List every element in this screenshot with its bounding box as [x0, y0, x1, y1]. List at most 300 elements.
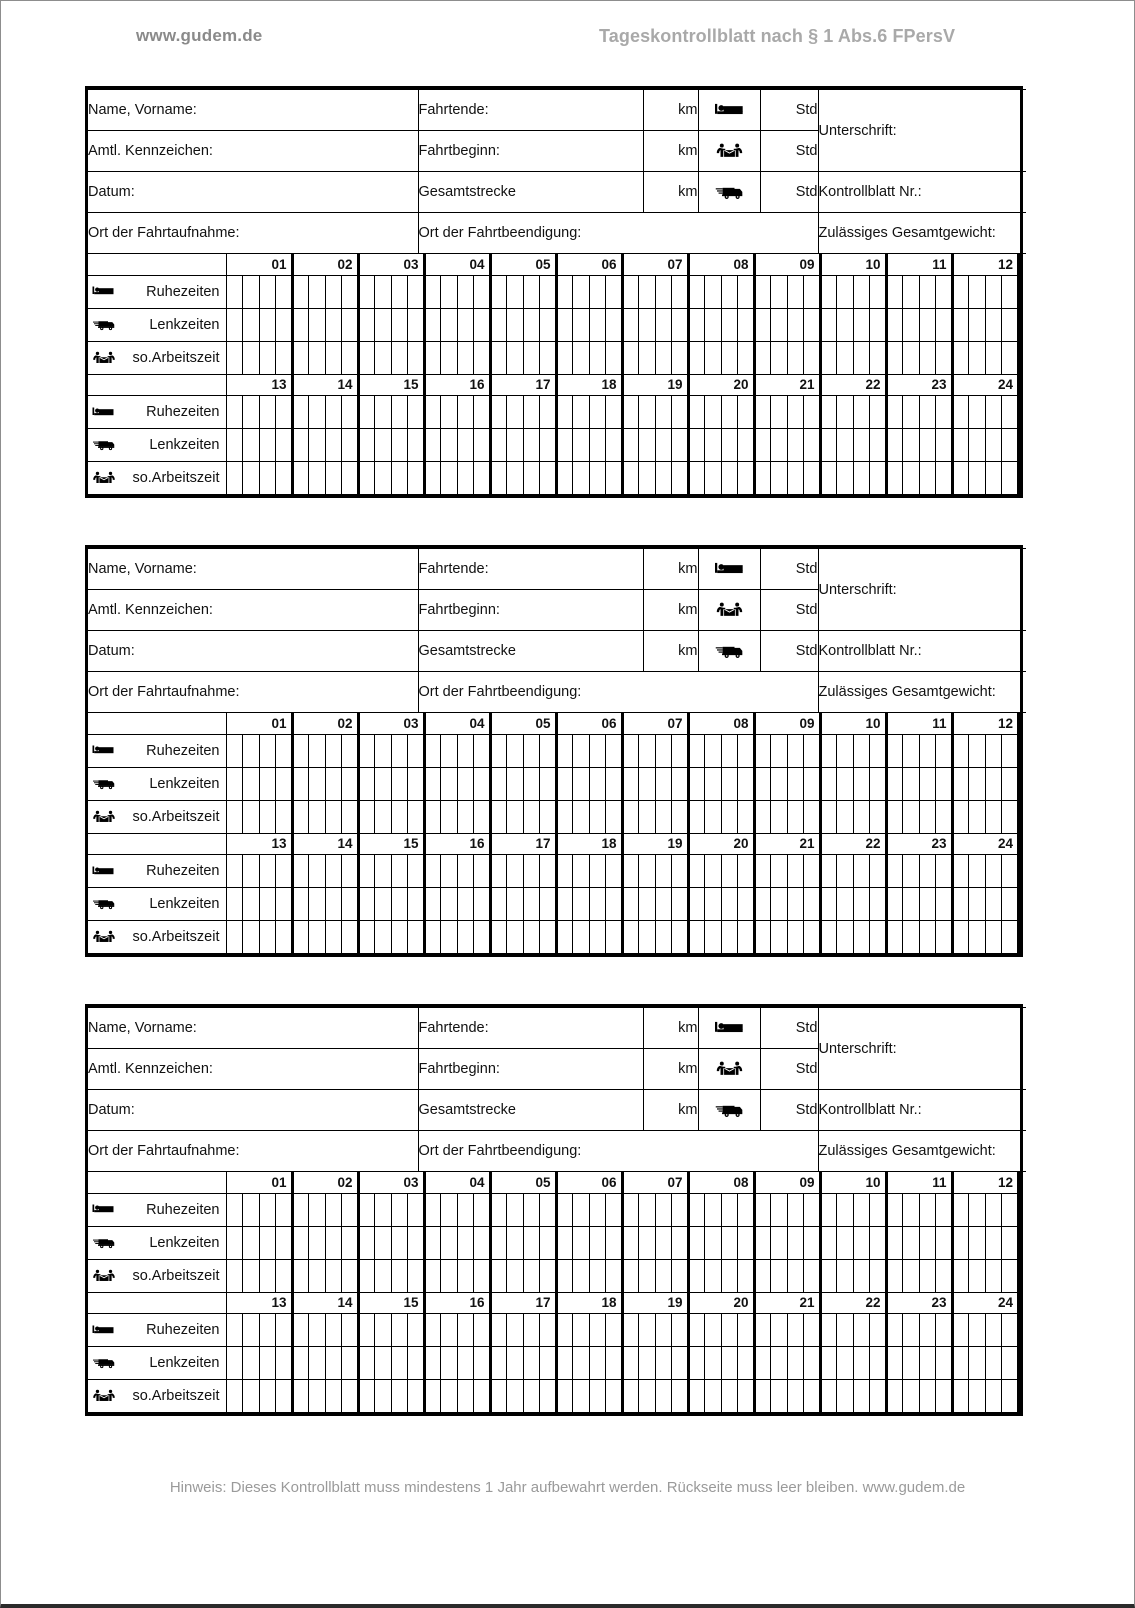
- time-cell[interactable]: [969, 462, 986, 495]
- field-signature[interactable]: [818, 90, 1026, 172]
- time-cell[interactable]: [837, 1347, 854, 1380]
- time-cell[interactable]: [903, 921, 920, 954]
- time-cell[interactable]: [820, 1347, 837, 1380]
- time-cell[interactable]: [540, 1314, 557, 1347]
- time-cell[interactable]: [606, 1226, 623, 1259]
- time-cell[interactable]: [342, 1193, 359, 1226]
- time-cell[interactable]: [292, 1226, 309, 1259]
- time-cell[interactable]: [259, 462, 276, 495]
- time-cell[interactable]: [474, 855, 491, 888]
- time-cell[interactable]: [259, 800, 276, 833]
- time-cell[interactable]: [358, 429, 375, 462]
- time-cell[interactable]: [375, 341, 392, 374]
- time-cell[interactable]: [705, 1193, 722, 1226]
- time-cell[interactable]: [589, 275, 606, 308]
- time-cell[interactable]: [474, 734, 491, 767]
- time-cell[interactable]: [226, 462, 243, 495]
- time-cell[interactable]: [985, 734, 1002, 767]
- time-cell[interactable]: [1002, 341, 1019, 374]
- time-cell[interactable]: [936, 1314, 953, 1347]
- time-cell[interactable]: [292, 855, 309, 888]
- time-cell[interactable]: [589, 1314, 606, 1347]
- time-cell[interactable]: [243, 341, 260, 374]
- time-cell[interactable]: [721, 1380, 738, 1413]
- time-cell[interactable]: [721, 396, 738, 429]
- time-cell[interactable]: [540, 396, 557, 429]
- time-cell[interactable]: [622, 308, 639, 341]
- time-cell[interactable]: [705, 462, 722, 495]
- time-cell[interactable]: [424, 1380, 441, 1413]
- time-cell[interactable]: [655, 1226, 672, 1259]
- time-cell[interactable]: [969, 855, 986, 888]
- time-cell[interactable]: [243, 1226, 260, 1259]
- time-cell[interactable]: [441, 1193, 458, 1226]
- time-cell[interactable]: [325, 1226, 342, 1259]
- time-cell[interactable]: [903, 734, 920, 767]
- time-cell[interactable]: [325, 1347, 342, 1380]
- time-cell[interactable]: [474, 462, 491, 495]
- time-cell[interactable]: [738, 396, 755, 429]
- time-cell[interactable]: [721, 341, 738, 374]
- time-cell[interactable]: [589, 396, 606, 429]
- time-cell[interactable]: [672, 1226, 689, 1259]
- time-cell[interactable]: [919, 734, 936, 767]
- time-cell[interactable]: [705, 1347, 722, 1380]
- time-cell[interactable]: [441, 921, 458, 954]
- time-cell[interactable]: [424, 308, 441, 341]
- time-cell[interactable]: [622, 888, 639, 921]
- time-cell[interactable]: [540, 734, 557, 767]
- time-cell[interactable]: [490, 1380, 507, 1413]
- time-cell[interactable]: [837, 429, 854, 462]
- time-cell[interactable]: [276, 275, 293, 308]
- time-cell[interactable]: [870, 767, 887, 800]
- time-cell[interactable]: [1002, 1380, 1019, 1413]
- time-cell[interactable]: [870, 888, 887, 921]
- time-cell[interactable]: [589, 429, 606, 462]
- time-cell[interactable]: [903, 855, 920, 888]
- time-cell[interactable]: [325, 1193, 342, 1226]
- time-cell[interactable]: [606, 921, 623, 954]
- time-cell[interactable]: [523, 767, 540, 800]
- time-cell[interactable]: [754, 1347, 771, 1380]
- time-cell[interactable]: [573, 429, 590, 462]
- time-cell[interactable]: [540, 921, 557, 954]
- time-cell[interactable]: [540, 855, 557, 888]
- time-cell[interactable]: [622, 734, 639, 767]
- time-cell[interactable]: [226, 429, 243, 462]
- time-cell[interactable]: [705, 1259, 722, 1292]
- time-cell[interactable]: [622, 396, 639, 429]
- time-cell[interactable]: [936, 308, 953, 341]
- time-cell[interactable]: [936, 921, 953, 954]
- time-cell[interactable]: [507, 429, 524, 462]
- time-cell[interactable]: [820, 308, 837, 341]
- time-cell[interactable]: [903, 1380, 920, 1413]
- time-cell[interactable]: [358, 1259, 375, 1292]
- time-cell[interactable]: [771, 921, 788, 954]
- time-cell[interactable]: [705, 341, 722, 374]
- time-cell[interactable]: [688, 1226, 705, 1259]
- time-cell[interactable]: [754, 888, 771, 921]
- time-cell[interactable]: [721, 308, 738, 341]
- time-cell[interactable]: [507, 855, 524, 888]
- time-cell[interactable]: [259, 396, 276, 429]
- time-cell[interactable]: [292, 1314, 309, 1347]
- time-cell[interactable]: [540, 767, 557, 800]
- time-cell[interactable]: [375, 1226, 392, 1259]
- time-cell[interactable]: [259, 341, 276, 374]
- time-cell[interactable]: [292, 275, 309, 308]
- time-cell[interactable]: [556, 855, 573, 888]
- time-cell[interactable]: [837, 1314, 854, 1347]
- time-cell[interactable]: [738, 921, 755, 954]
- time-cell[interactable]: [738, 767, 755, 800]
- time-cell[interactable]: [358, 800, 375, 833]
- time-cell[interactable]: [441, 275, 458, 308]
- time-cell[interactable]: [820, 800, 837, 833]
- time-cell[interactable]: [853, 888, 870, 921]
- time-cell[interactable]: [688, 1193, 705, 1226]
- time-cell[interactable]: [243, 1259, 260, 1292]
- time-cell[interactable]: [804, 1193, 821, 1226]
- time-cell[interactable]: [325, 275, 342, 308]
- time-cell[interactable]: [441, 341, 458, 374]
- time-cell[interactable]: [474, 1226, 491, 1259]
- time-cell[interactable]: [853, 308, 870, 341]
- time-cell[interactable]: [919, 1226, 936, 1259]
- time-cell[interactable]: [573, 462, 590, 495]
- time-cell[interactable]: [771, 462, 788, 495]
- time-cell[interactable]: [919, 1193, 936, 1226]
- time-cell[interactable]: [754, 1314, 771, 1347]
- time-cell[interactable]: [309, 888, 326, 921]
- time-cell[interactable]: [540, 462, 557, 495]
- time-cell[interactable]: [276, 462, 293, 495]
- time-cell[interactable]: [391, 308, 408, 341]
- time-cell[interactable]: [457, 1347, 474, 1380]
- time-cell[interactable]: [424, 462, 441, 495]
- time-cell[interactable]: [771, 1380, 788, 1413]
- time-cell[interactable]: [771, 1259, 788, 1292]
- time-cell[interactable]: [688, 429, 705, 462]
- time-cell[interactable]: [556, 767, 573, 800]
- time-cell[interactable]: [969, 1380, 986, 1413]
- time-cell[interactable]: [870, 462, 887, 495]
- time-cell[interactable]: [985, 429, 1002, 462]
- time-cell[interactable]: [276, 800, 293, 833]
- time-cell[interactable]: [639, 767, 656, 800]
- time-cell[interactable]: [771, 1314, 788, 1347]
- time-cell[interactable]: [259, 1226, 276, 1259]
- time-cell[interactable]: [292, 1347, 309, 1380]
- time-cell[interactable]: [639, 396, 656, 429]
- time-cell[interactable]: [754, 275, 771, 308]
- time-cell[interactable]: [375, 921, 392, 954]
- time-cell[interactable]: [457, 462, 474, 495]
- time-cell[interactable]: [523, 396, 540, 429]
- time-cell[interactable]: [639, 1314, 656, 1347]
- time-cell[interactable]: [985, 855, 1002, 888]
- time-cell[interactable]: [226, 734, 243, 767]
- time-cell[interactable]: [820, 275, 837, 308]
- time-cell[interactable]: [441, 1347, 458, 1380]
- time-cell[interactable]: [474, 341, 491, 374]
- time-cell[interactable]: [507, 341, 524, 374]
- time-cell[interactable]: [243, 1314, 260, 1347]
- time-cell[interactable]: [672, 308, 689, 341]
- time-cell[interactable]: [375, 308, 392, 341]
- time-cell[interactable]: [837, 888, 854, 921]
- time-cell[interactable]: [919, 275, 936, 308]
- time-cell[interactable]: [837, 341, 854, 374]
- time-cell[interactable]: [705, 308, 722, 341]
- time-cell[interactable]: [952, 308, 969, 341]
- field-sheet-no[interactable]: [818, 1090, 1026, 1131]
- time-cell[interactable]: [243, 429, 260, 462]
- time-cell[interactable]: [952, 1193, 969, 1226]
- time-cell[interactable]: [358, 308, 375, 341]
- time-cell[interactable]: [870, 734, 887, 767]
- time-cell[interactable]: [540, 1380, 557, 1413]
- time-cell[interactable]: [870, 1380, 887, 1413]
- time-cell[interactable]: [342, 429, 359, 462]
- time-cell[interactable]: [474, 429, 491, 462]
- time-cell[interactable]: [738, 341, 755, 374]
- time-cell[interactable]: [375, 396, 392, 429]
- time-cell[interactable]: [375, 1314, 392, 1347]
- time-cell[interactable]: [573, 1226, 590, 1259]
- time-cell[interactable]: [507, 1380, 524, 1413]
- time-cell[interactable]: [358, 888, 375, 921]
- time-cell[interactable]: [936, 1226, 953, 1259]
- time-cell[interactable]: [276, 1259, 293, 1292]
- time-cell[interactable]: [589, 921, 606, 954]
- time-cell[interactable]: [325, 1314, 342, 1347]
- time-cell[interactable]: [952, 341, 969, 374]
- time-cell[interactable]: [391, 734, 408, 767]
- time-cell[interactable]: [985, 308, 1002, 341]
- time-cell[interactable]: [936, 396, 953, 429]
- time-cell[interactable]: [573, 1314, 590, 1347]
- time-cell[interactable]: [936, 1193, 953, 1226]
- time-cell[interactable]: [441, 734, 458, 767]
- time-cell[interactable]: [655, 1347, 672, 1380]
- time-cell[interactable]: [886, 275, 903, 308]
- time-cell[interactable]: [589, 1259, 606, 1292]
- time-cell[interactable]: [738, 275, 755, 308]
- time-cell[interactable]: [903, 1259, 920, 1292]
- time-cell[interactable]: [408, 1380, 425, 1413]
- time-cell[interactable]: [606, 429, 623, 462]
- time-cell[interactable]: [424, 275, 441, 308]
- time-cell[interactable]: [919, 429, 936, 462]
- time-cell[interactable]: [655, 429, 672, 462]
- time-cell[interactable]: [919, 396, 936, 429]
- time-cell[interactable]: [457, 429, 474, 462]
- time-cell[interactable]: [655, 855, 672, 888]
- time-cell[interactable]: [886, 308, 903, 341]
- time-cell[interactable]: [276, 767, 293, 800]
- time-cell[interactable]: [672, 1259, 689, 1292]
- time-cell[interactable]: [523, 800, 540, 833]
- time-cell[interactable]: [804, 734, 821, 767]
- time-cell[interactable]: [606, 767, 623, 800]
- time-cell[interactable]: [837, 308, 854, 341]
- time-cell[interactable]: [738, 888, 755, 921]
- time-cell[interactable]: [490, 734, 507, 767]
- time-cell[interactable]: [490, 1193, 507, 1226]
- time-cell[interactable]: [573, 1347, 590, 1380]
- time-cell[interactable]: [754, 1259, 771, 1292]
- time-cell[interactable]: [721, 429, 738, 462]
- time-cell[interactable]: [903, 341, 920, 374]
- time-cell[interactable]: [309, 396, 326, 429]
- time-cell[interactable]: [820, 429, 837, 462]
- time-cell[interactable]: [325, 855, 342, 888]
- time-cell[interactable]: [276, 921, 293, 954]
- time-cell[interactable]: [474, 1314, 491, 1347]
- time-cell[interactable]: [276, 341, 293, 374]
- time-cell[interactable]: [622, 921, 639, 954]
- time-cell[interactable]: [771, 888, 788, 921]
- time-cell[interactable]: [292, 1193, 309, 1226]
- time-cell[interactable]: [787, 800, 804, 833]
- time-cell[interactable]: [490, 396, 507, 429]
- time-cell[interactable]: [853, 921, 870, 954]
- time-cell[interactable]: [639, 275, 656, 308]
- time-cell[interactable]: [655, 1380, 672, 1413]
- time-cell[interactable]: [969, 1347, 986, 1380]
- time-cell[interactable]: [721, 888, 738, 921]
- time-cell[interactable]: [919, 767, 936, 800]
- time-cell[interactable]: [969, 888, 986, 921]
- time-cell[interactable]: [474, 275, 491, 308]
- time-cell[interactable]: [1002, 767, 1019, 800]
- time-cell[interactable]: [804, 462, 821, 495]
- field-max-weight[interactable]: [818, 213, 1026, 254]
- time-cell[interactable]: [226, 767, 243, 800]
- time-cell[interactable]: [457, 1380, 474, 1413]
- time-cell[interactable]: [391, 1193, 408, 1226]
- field-signature[interactable]: [818, 1008, 1026, 1090]
- time-cell[interactable]: [804, 1380, 821, 1413]
- time-cell[interactable]: [622, 1226, 639, 1259]
- time-cell[interactable]: [688, 341, 705, 374]
- time-cell[interactable]: [358, 341, 375, 374]
- time-cell[interactable]: [556, 429, 573, 462]
- time-cell[interactable]: [523, 888, 540, 921]
- time-cell[interactable]: [903, 308, 920, 341]
- time-cell[interactable]: [837, 1193, 854, 1226]
- time-cell[interactable]: [424, 855, 441, 888]
- time-cell[interactable]: [721, 1226, 738, 1259]
- time-cell[interactable]: [259, 308, 276, 341]
- time-cell[interactable]: [309, 921, 326, 954]
- time-cell[interactable]: [870, 341, 887, 374]
- time-cell[interactable]: [688, 1347, 705, 1380]
- time-cell[interactable]: [375, 462, 392, 495]
- time-cell[interactable]: [837, 921, 854, 954]
- time-cell[interactable]: [1002, 396, 1019, 429]
- time-cell[interactable]: [375, 734, 392, 767]
- time-cell[interactable]: [573, 921, 590, 954]
- time-cell[interactable]: [540, 1193, 557, 1226]
- time-cell[interactable]: [754, 341, 771, 374]
- time-cell[interactable]: [886, 396, 903, 429]
- time-cell[interactable]: [457, 308, 474, 341]
- time-cell[interactable]: [705, 767, 722, 800]
- time-cell[interactable]: [606, 800, 623, 833]
- time-cell[interactable]: [837, 1226, 854, 1259]
- time-cell[interactable]: [1002, 855, 1019, 888]
- time-cell[interactable]: [243, 888, 260, 921]
- time-cell[interactable]: [408, 1259, 425, 1292]
- time-cell[interactable]: [672, 1347, 689, 1380]
- time-cell[interactable]: [358, 1226, 375, 1259]
- time-cell[interactable]: [589, 1347, 606, 1380]
- time-cell[interactable]: [1002, 921, 1019, 954]
- time-cell[interactable]: [903, 1347, 920, 1380]
- time-cell[interactable]: [523, 734, 540, 767]
- time-cell[interactable]: [226, 855, 243, 888]
- time-cell[interactable]: [787, 767, 804, 800]
- time-cell[interactable]: [408, 341, 425, 374]
- time-cell[interactable]: [309, 800, 326, 833]
- time-cell[interactable]: [771, 341, 788, 374]
- time-cell[interactable]: [655, 767, 672, 800]
- time-cell[interactable]: [457, 921, 474, 954]
- time-cell[interactable]: [903, 429, 920, 462]
- time-cell[interactable]: [787, 396, 804, 429]
- time-cell[interactable]: [606, 888, 623, 921]
- time-cell[interactable]: [490, 275, 507, 308]
- time-cell[interactable]: [787, 1193, 804, 1226]
- time-cell[interactable]: [408, 308, 425, 341]
- time-cell[interactable]: [820, 888, 837, 921]
- time-cell[interactable]: [358, 1314, 375, 1347]
- time-cell[interactable]: [490, 855, 507, 888]
- time-cell[interactable]: [226, 800, 243, 833]
- time-cell[interactable]: [853, 800, 870, 833]
- time-cell[interactable]: [820, 855, 837, 888]
- time-cell[interactable]: [457, 1193, 474, 1226]
- time-cell[interactable]: [787, 275, 804, 308]
- time-cell[interactable]: [721, 1259, 738, 1292]
- time-cell[interactable]: [375, 767, 392, 800]
- time-cell[interactable]: [771, 275, 788, 308]
- time-cell[interactable]: [325, 800, 342, 833]
- time-cell[interactable]: [985, 1347, 1002, 1380]
- time-cell[interactable]: [886, 888, 903, 921]
- time-cell[interactable]: [358, 462, 375, 495]
- time-cell[interactable]: [1002, 308, 1019, 341]
- time-cell[interactable]: [804, 275, 821, 308]
- time-cell[interactable]: [754, 734, 771, 767]
- time-cell[interactable]: [243, 1193, 260, 1226]
- time-cell[interactable]: [672, 429, 689, 462]
- time-cell[interactable]: [903, 462, 920, 495]
- time-cell[interactable]: [325, 341, 342, 374]
- time-cell[interactable]: [391, 396, 408, 429]
- time-cell[interactable]: [259, 855, 276, 888]
- time-cell[interactable]: [886, 1259, 903, 1292]
- time-cell[interactable]: [820, 1314, 837, 1347]
- time-cell[interactable]: [639, 1380, 656, 1413]
- time-cell[interactable]: [936, 888, 953, 921]
- time-cell[interactable]: [1002, 1259, 1019, 1292]
- time-cell[interactable]: [441, 462, 458, 495]
